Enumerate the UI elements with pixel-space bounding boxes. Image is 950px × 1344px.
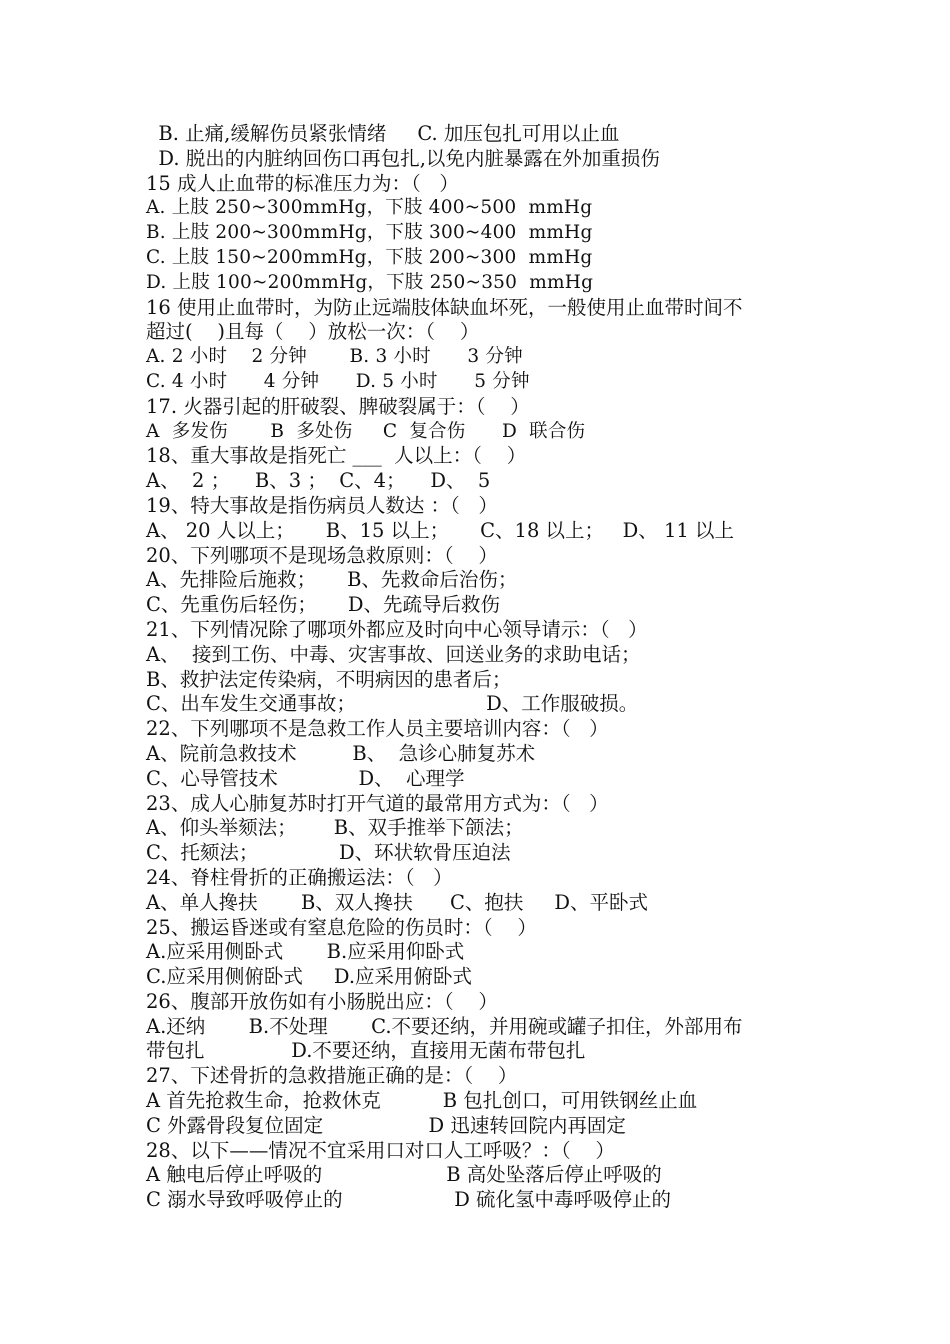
option-line: C.应采用侧俯卧式 D.应采用俯卧式 bbox=[146, 965, 473, 989]
option-line: A、 2 ； B、3 ； C、4； D、 5 bbox=[146, 469, 491, 493]
option-line: C、出车发生交通事故； D、工作服破损。 bbox=[146, 692, 639, 716]
question-20: 20、下列哪项不是现场急救原则：（ ） bbox=[146, 543, 498, 567]
question-18: 18、重大事故是指死亡 ___ 人以上：（ ） bbox=[146, 444, 527, 468]
option-line: A 多发伤 B 多处伤 C 复合伤 D 联合伤 bbox=[146, 420, 586, 442]
option-line: A 首先抢救生命，抢救休克 B 包扎创口，可用铁钢丝止血 bbox=[146, 1089, 698, 1113]
option-line: C 溺水导致呼吸停止的 D 硫化氢中毒呼吸停止的 bbox=[146, 1188, 672, 1212]
option-line: C. 上肢 150~200mmHg，下肢 200~300 mmHg bbox=[146, 246, 593, 268]
question-15: 15 成人止血带的标准压力为：（ ） bbox=[146, 171, 459, 195]
option-line: D. 脱出的内脏纳回伤口再包扎,以免内脏暴露在外加重损伤 bbox=[146, 146, 660, 170]
question-17: 17. 火器引起的肝破裂、脾破裂属于：（ ） bbox=[146, 394, 530, 418]
question-28: 28、以下——情况不宜采用口对口人工呼吸？：（ ） bbox=[146, 1138, 615, 1162]
option-line: A、先排险后施救； B、先救命后治伤； bbox=[146, 568, 518, 592]
option-line: A. 2 小时 2 分钟 B. 3 小时 3 分钟 bbox=[146, 346, 523, 368]
option-line: A.应采用侧卧式 B.应采用仰卧式 bbox=[146, 940, 465, 964]
option-line: A.还纳 B.不处理 C.不要还纳，并用碗或罐子扣住，外部用布 bbox=[146, 1014, 743, 1038]
option-line: B. 止痛,缓解伤员紧张情绪 C. 加压包扎可用以止血 bbox=[146, 122, 620, 145]
option-line: C、先重伤后轻伤； D、先疏导后救伤 bbox=[146, 593, 501, 617]
exam-questions bbox=[146, 122, 826, 1213]
option-line: B、救护法定传染病，不明病因的患者后； bbox=[146, 667, 512, 691]
question-16: 16 使用止血带时，为防止远端肢体缺血坏死，一般使用止血带时间不 bbox=[146, 295, 743, 319]
option-line: C、托颏法； D、环状软骨压迫法 bbox=[146, 841, 511, 865]
option-line: A、 接到工伤、中毒、灾害事故、回送业务的求助电话； bbox=[146, 642, 641, 666]
option-line: 带包扎 D.不要还纳，直接用无菌布带包扎 bbox=[146, 1039, 586, 1063]
question-21: 21、下列情况除了哪项外都应及时向中心领导请示：（ ） bbox=[146, 617, 648, 641]
option-line: A、单人搀扶 B、双人搀扶 C、抱扶 D、平卧式 bbox=[146, 890, 649, 914]
option-line: A、仰头举颏法； B、双手推举下颌法； bbox=[146, 816, 524, 840]
option-line: A 触电后停止呼吸的 B 高处坠落后停止呼吸的 bbox=[146, 1163, 662, 1187]
option-line: B. 上肢 200~300mmHg，下肢 300~400 mmHg bbox=[146, 222, 593, 244]
question-27: 27、下述骨折的急救措施正确的是：（ ） bbox=[146, 1064, 518, 1088]
option-line: A、院前急救技术 B、 急诊心肺复苏术 bbox=[146, 741, 536, 765]
question-24: 24、脊柱骨折的正确搬运法：（ ） bbox=[146, 865, 453, 889]
option-line: C 外露骨段复位固定 D 迅速转回院内再固定 bbox=[146, 1113, 626, 1137]
question-19: 19、特大事故是指伤病员人数达 ：（ ） bbox=[146, 493, 498, 517]
question-16-cont: 超过( )且每（ ）放松一次：（ ） bbox=[146, 320, 480, 344]
option-line: D. 上肢 100~200mmHg，下肢 250~350 mmHg bbox=[146, 271, 594, 293]
question-23: 23、成人心肺复苏时打开气道的最常用方式为：（ ） bbox=[146, 791, 609, 815]
option-line: A. 上肢 250~300mmHg，下肢 400~500 mmHg bbox=[146, 197, 593, 219]
question-26: 26、腹部开放伤如有小肠脱出应：（ ） bbox=[146, 989, 498, 1013]
question-22: 22、下列哪项不是急救工作人员主要培训内容：（ ） bbox=[146, 717, 609, 741]
question-25: 25、搬运昏迷或有窒息危险的伤员时：（ ） bbox=[146, 915, 537, 939]
option-line: A、 20 人以上； B、15 以上； C、18 以上； D、 11 以上 bbox=[146, 518, 734, 542]
option-line: C. 4 小时 4 分钟 D. 5 小时 5 分钟 bbox=[146, 370, 530, 392]
option-line: C、心导管技术 D、 心理学 bbox=[146, 766, 465, 790]
